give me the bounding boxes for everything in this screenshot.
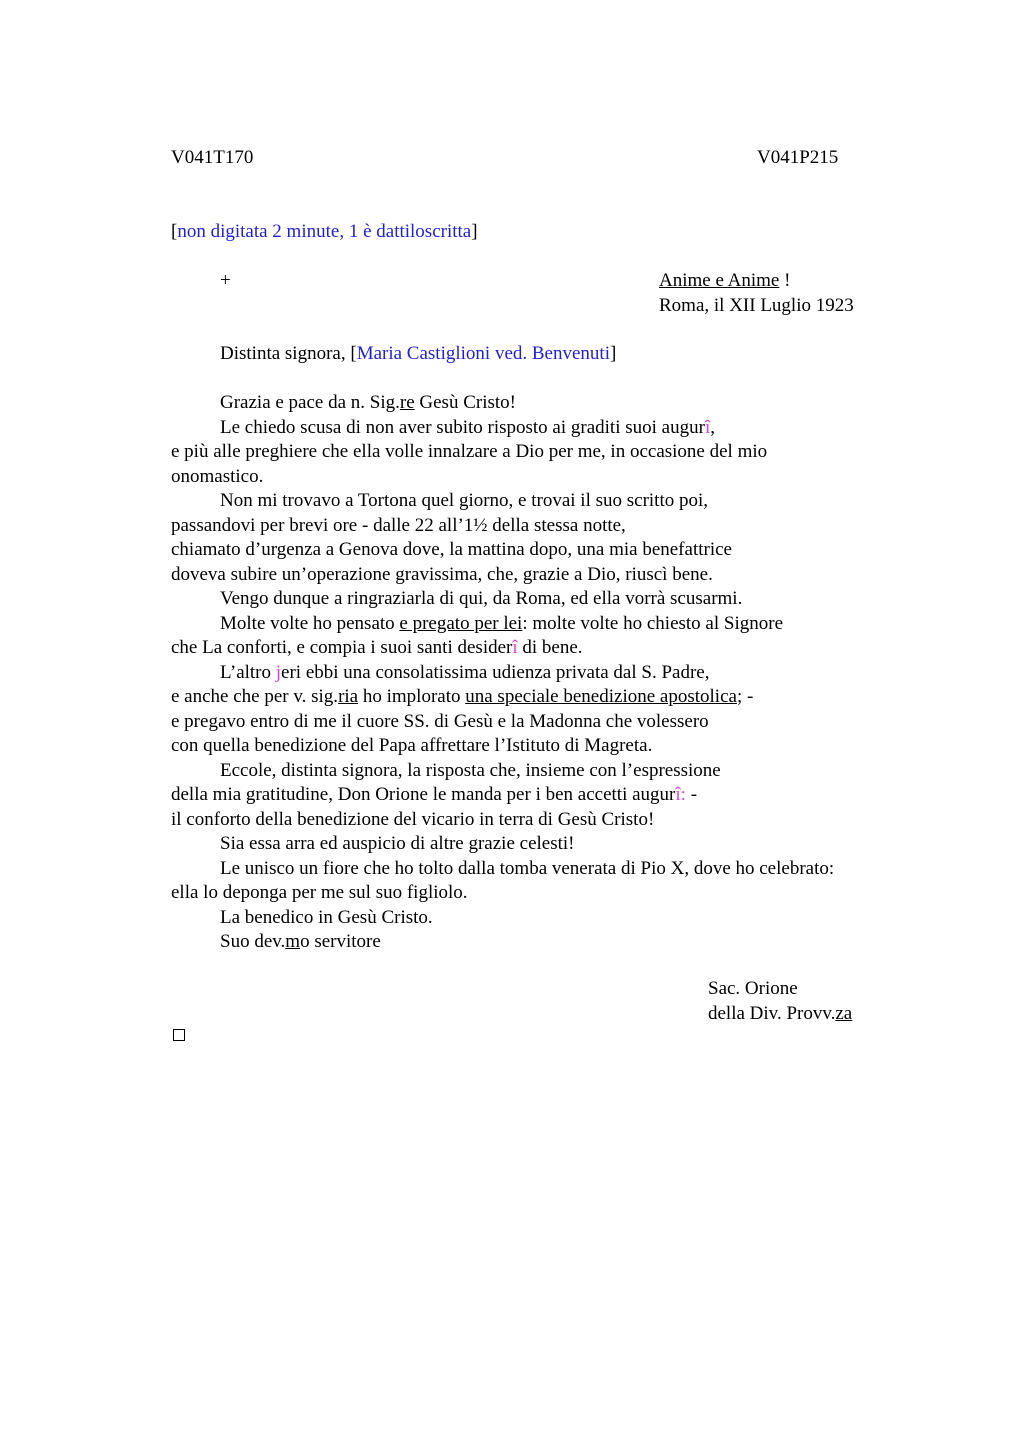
place-date: Roma, il XII Luglio 1923 bbox=[659, 295, 854, 316]
body-line: della mia gratitudine, Don Orione le manda per i ben accetti augurî: - bbox=[171, 784, 698, 805]
header-left-code: V041T170 bbox=[171, 147, 254, 168]
body-line: passandovi per brevi ore - dalle 22 all’1½ della stessa notte, bbox=[171, 514, 626, 536]
body-line: Eccole, distinta signora, la risposta che, insieme con l’espressione bbox=[220, 759, 721, 781]
salutation-suffix: ] bbox=[609, 343, 617, 364]
salutation bbox=[220, 342, 616, 366]
note-close-bracket: ] bbox=[471, 221, 478, 242]
body-line: Le unisco un fiore che ho tolto dalla tomba venerata di Pio X, dove ho celebrato: bbox=[220, 857, 835, 879]
body-line: con quella benedizione del Papa affrettare l’Istituto di Magreta. bbox=[171, 735, 653, 756]
body-line: onomastico. bbox=[171, 465, 264, 487]
body-line: Grazia e pace da n. Sig.re Gesù Cristo! bbox=[220, 392, 516, 413]
signature-name: Sac. Orione bbox=[708, 978, 798, 999]
note-open-bracket: [ bbox=[171, 221, 178, 242]
body-line: Non mi trovavo a Tortona quel giorno, e trovai il suo scritto poi, bbox=[220, 490, 709, 511]
body-line: La benedico in Gesù Cristo. bbox=[220, 906, 433, 928]
body-line: doveva subire un’operazione gravissima, che, grazie a Dio, riuscì bene. bbox=[171, 563, 713, 585]
header-right-code: V041P215 bbox=[757, 147, 839, 168]
cross-mark: + bbox=[220, 270, 231, 291]
body-line: Le chiedo scusa di non aver subito risposto ai graditi suoi augurî, bbox=[220, 416, 715, 438]
recipient-name: Maria Castiglioni ved. Benvenuti bbox=[356, 343, 610, 364]
body-line: Vengo dunque a ringraziarla di qui, da Roma, ed ella vorrà scusarmi. bbox=[220, 588, 743, 609]
body-line: e più alle preghiere che ella volle innalzare a Dio per me, in occasione del mio bbox=[171, 441, 768, 462]
body-line: L’altro jeri ebbi una consolatissima udienza privata dal S. Padre, bbox=[220, 661, 710, 683]
letter-body bbox=[171, 391, 901, 955]
motto bbox=[659, 269, 790, 293]
body-line: Suo dev.mo servitore bbox=[220, 931, 381, 952]
body-line: e pregavo entro di me il cuore SS. di Gesù e la Madonna che volessero bbox=[171, 710, 709, 732]
note-text: non digitata 2 minute, 1 è dattiloscritta bbox=[177, 221, 472, 242]
body-line: che La conforti, e compia i suoi santi desiderî di bene. bbox=[171, 637, 583, 658]
salutation-prefix: Distinta signora, [ bbox=[220, 343, 357, 364]
motto-suffix: ! bbox=[779, 270, 791, 291]
editorial-note bbox=[171, 220, 478, 244]
body-line: Sia essa arra ed auspicio di altre grazie celesti! bbox=[220, 833, 575, 854]
body-line: ella lo deponga per me sul suo figliolo. bbox=[171, 882, 468, 903]
body-line: e anche che per v. sig.ria ho implorato una speciale benedizione apostolica; - bbox=[171, 686, 754, 707]
end-box-icon bbox=[173, 1029, 185, 1041]
motto-text: Anime e Anime bbox=[659, 270, 780, 291]
body-line: Molte volte ho pensato e pregato per lei: molte volte ho chiesto al Signore bbox=[220, 612, 784, 634]
body-line: chiamato d’urgenza a Genova dove, la mattina dopo, una mia benefattrice bbox=[171, 539, 732, 560]
body-line: il conforto della benedizione del vicario in terra di Gesù Cristo! bbox=[171, 808, 655, 830]
signature-title: della Div. Provv.za bbox=[708, 1003, 853, 1024]
